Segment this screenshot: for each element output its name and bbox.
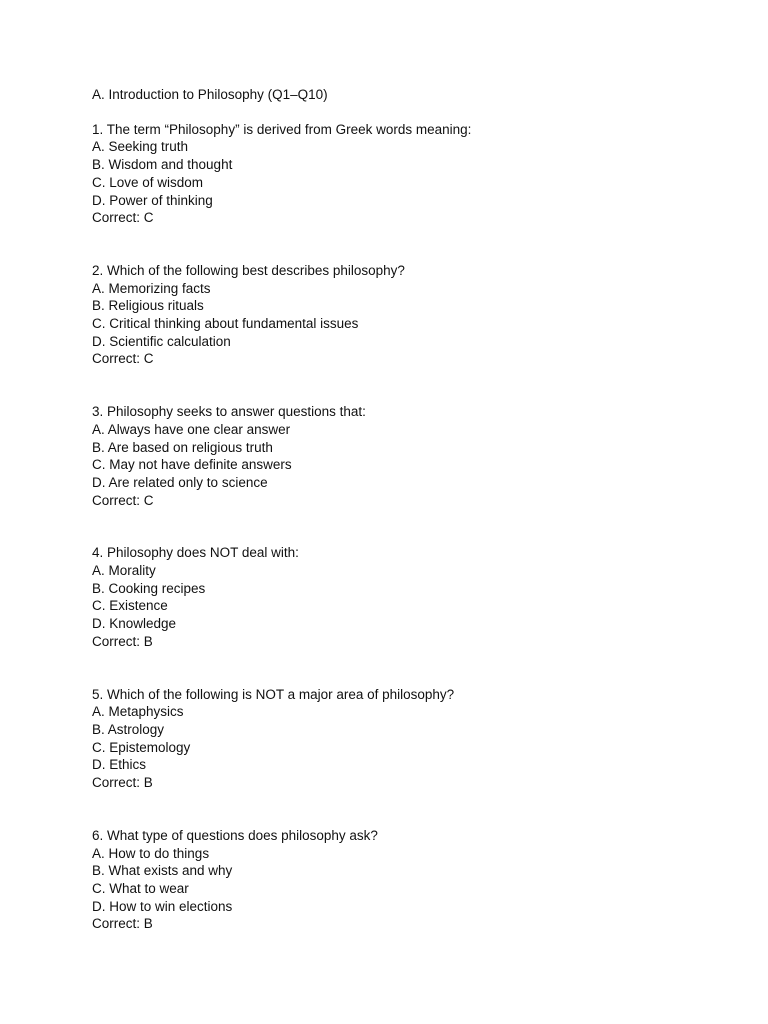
question-3 [92,403,712,509]
question-text: 3. Philosophy seeks to answer questions that: [92,404,366,420]
option-b: B. Religious rituals [92,298,204,314]
option-d: D. Are related only to science [92,474,268,490]
correct-answer: Correct: C [92,492,154,508]
option-b: B. Astrology [92,721,165,737]
option-d: D. How to win elections [92,898,233,914]
question-text: 5. Which of the following is NOT a major area of philosophy? [92,686,455,702]
option-c: C. Existence [92,598,168,614]
option-a: A. Memorizing facts [92,280,211,296]
correct-answer: Correct: B [92,633,153,649]
option-a: A. Morality [92,563,156,579]
option-b: B. Are based on religious truth [92,439,273,455]
question-text: 1. The term “Philosophy” is derived from Greek words meaning: [92,121,472,137]
correct-answer: Correct: B [92,775,153,791]
question-text: 4. Philosophy does NOT deal with: [92,545,299,561]
option-d: D. Ethics [92,757,147,773]
option-b: B. What exists and why [92,863,233,879]
option-c: C. Love of wisdom [92,174,204,190]
correct-answer: Correct: C [92,351,154,367]
option-a: A. Seeking truth [92,139,189,155]
option-d: D. Power of thinking [92,192,213,208]
option-d: D. Scientific calculation [92,333,231,349]
question-6 [92,827,712,933]
title-spacer [92,104,712,121]
question-text: 2. Which of the following best describes philosophy? [92,262,405,278]
option-a: A. Metaphysics [92,704,184,720]
question-2 [92,262,712,368]
option-b: B. Wisdom and thought [92,157,233,173]
option-c: C. What to wear [92,880,189,896]
section-title: A. Introduction to Philosophy (Q1–Q10) [92,87,328,102]
option-d: D. Knowledge [92,616,177,632]
question-4 [92,544,712,650]
option-a: A. Always have one clear answer [92,421,291,437]
option-c: C. May not have definite answers [92,457,292,473]
document-page [92,86,712,933]
correct-answer: Correct: B [92,916,153,932]
option-c: C. Epistemology [92,739,191,755]
option-b: B. Cooking recipes [92,580,206,596]
correct-answer: Correct: C [92,210,154,226]
question-text: 6. What type of questions does philosophy ask? [92,827,378,843]
question-5 [92,686,712,792]
question-1 [92,121,712,227]
option-c: C. Critical thinking about fundamental issues [92,316,359,332]
option-a: A. How to do things [92,845,210,861]
